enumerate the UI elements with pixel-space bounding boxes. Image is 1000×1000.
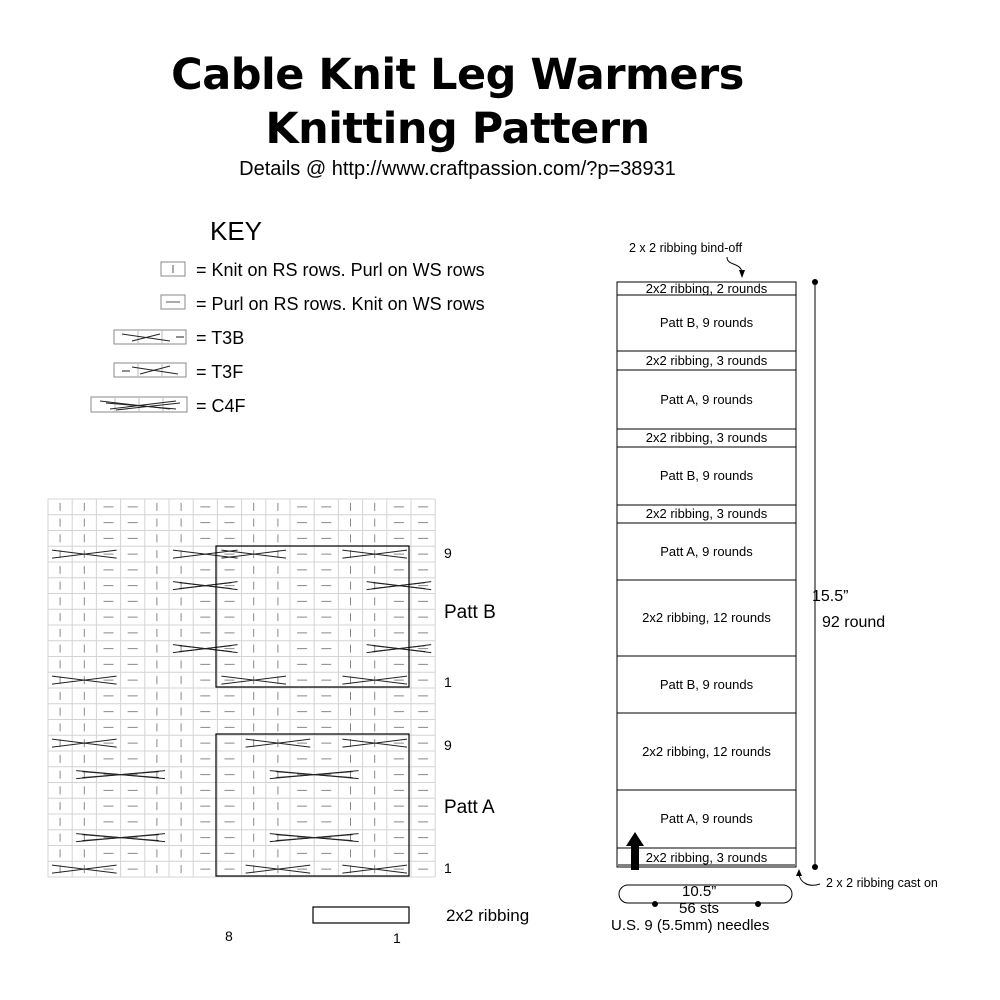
key-knit-text: = Knit on RS rows. Purl on WS rows: [196, 260, 485, 280]
column-label-1: 1: [393, 930, 401, 946]
stitch-count: 56 sts: [679, 900, 720, 917]
key-purl-text: = Purl on RS rows. Knit on WS rows: [196, 294, 485, 314]
patt-b-label: Patt B: [444, 602, 496, 623]
schedule-section-label: 2x2 ribbing, 3 rounds: [645, 506, 768, 521]
key-heading: KEY: [210, 216, 263, 246]
patt-b-bottom-row: 1: [444, 674, 452, 690]
patt-a-top-row: 9: [444, 737, 452, 753]
title-line-1: Cable Knit Leg Warmers: [171, 50, 744, 100]
patt-b-top-row: 9: [444, 545, 452, 561]
patt-a-label: Patt A: [444, 797, 495, 818]
schedule-section-label: Patt A, 9 rounds: [660, 543, 753, 559]
schedule-section-label: Patt A, 9 rounds: [660, 811, 753, 826]
schedule-section-label: Patt B, 9 rounds: [659, 676, 754, 692]
schedule-section-label: 2x2 ribbing, 12 rounds: [642, 610, 771, 625]
schedule-section-label: 2x2 ribbing, 3 rounds: [645, 352, 768, 368]
schedule-section-label: Patt B, 9 rounds: [659, 315, 754, 330]
key-c4f-text: = C4F: [196, 396, 246, 416]
total-length: 15.5”: [812, 588, 849, 605]
schedule-section-label: 2x2 ribbing, 3 rounds: [645, 430, 768, 445]
schedule-dividers: [617, 295, 796, 848]
total-rounds: 92 round: [822, 614, 886, 631]
schedule-section-label: Patt A, 9 rounds: [660, 391, 753, 407]
schedule-section-label: 2x2 ribbing, 12 rounds: [642, 743, 771, 759]
length-top-dot: [812, 279, 818, 285]
column-label-8: 8: [225, 928, 233, 944]
schedule-section-label: Patt B, 9 rounds: [659, 468, 754, 483]
details-url[interactable]: Details @ http://www.craftpassion.com/?p=38931: [239, 158, 676, 180]
patt-a-bottom-row: 1: [444, 860, 452, 876]
key-t3f-text: = T3F: [196, 362, 244, 382]
title-line-2: Knitting Pattern: [265, 104, 650, 154]
width-measure: 10.5”: [682, 883, 717, 900]
cast-on-note: 2 x 2 ribbing cast on: [826, 876, 938, 890]
schedule-section-label: 2x2 ribbing, 2 rounds: [645, 280, 768, 296]
bind-off-note: 2 x 2 ribbing bind-off: [629, 241, 743, 255]
needle-size: U.S. 9 (5.5mm) needles: [611, 917, 770, 934]
ribbing-label: 2x2 ribbing: [446, 906, 530, 925]
length-bottom-dot: [812, 864, 818, 870]
key-t3b-text: = T3B: [196, 328, 245, 348]
cast-on-arrow: [799, 874, 820, 885]
bind-off-arrow: [727, 257, 742, 272]
schedule-section-label: 2x2 ribbing, 3 rounds: [645, 849, 768, 865]
